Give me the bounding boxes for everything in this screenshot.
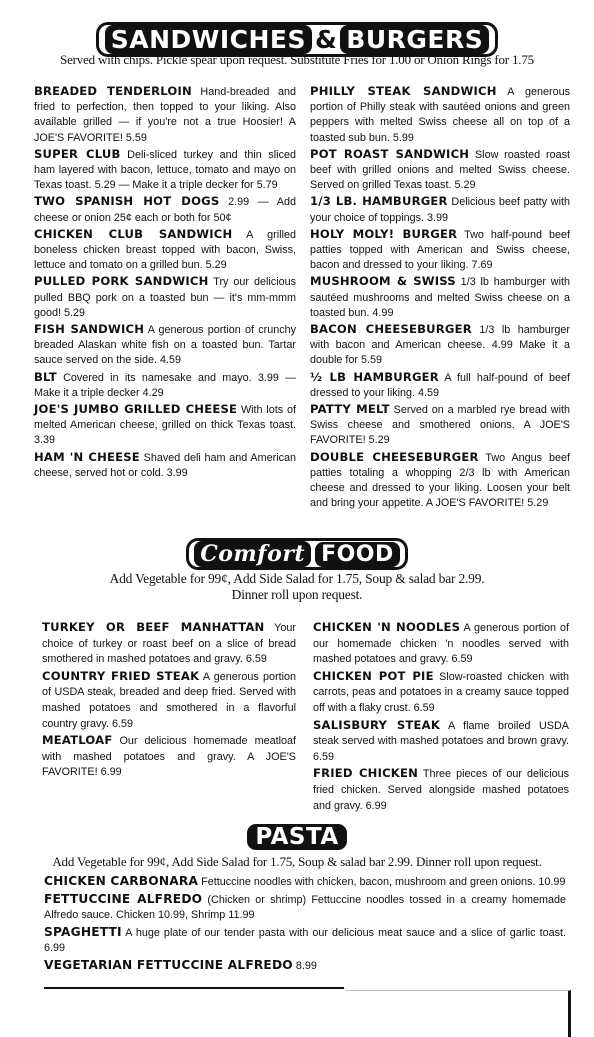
menu-item [313, 766, 569, 814]
menu-item-description: Shaved deli ham and American cheese, served hot or cold. 3.99 [34, 451, 296, 479]
comfort-subtitle-1: Add Vegetable for 99¢, Add Side Salad for 1.75, Soup & salad bar 2.99. [109, 571, 485, 586]
menu-item-name: BACON CHEESEBURGER [310, 322, 472, 337]
menu-item-description: 1/3 lb hamburger with bacon and American cheese. 4.99 Make it a double for 5.59 [310, 324, 570, 367]
menu-item-description: Served on a marbled rye bread with Swiss cheese and smothered onions. A JOE'S FAVORITE! 5.29 [310, 404, 570, 447]
comfort-right-column [313, 620, 569, 815]
menu-item [34, 227, 296, 274]
menu-item [34, 147, 296, 194]
menu-item-name: DOUBLE CHEESEBURGER [310, 449, 479, 464]
menu-item-description: Deli-sliced turkey and thin sliced ham layered with bacon, lettuce, tomato and mayo on Texas toast. 5.29 — Make it a triple decker for 5.79 [34, 148, 296, 192]
menu-item-description: A grilled boneless chicken breast topped with bacon, Swiss, lettuce and tomato on a grilled bun. 5.29 [34, 228, 296, 272]
sandwiches-title-right: BURGERS [340, 25, 489, 54]
menu-item-description: A huge plate of our tender pasta with our delicious meat sauce and a slice of garlic toast. 6.99 [44, 926, 566, 955]
pasta-header [0, 824, 594, 850]
menu-item-description: Covered in its namesake and mayo. 3.99 — Make it a triple decker 4.29 [34, 371, 296, 399]
menu-item [44, 925, 566, 957]
menu-item [34, 402, 296, 449]
menu-item [34, 450, 296, 481]
menu-item-name: CHICKEN CARBONARA [44, 874, 199, 888]
menu-item [42, 669, 296, 732]
sandwiches-left-column [34, 84, 296, 482]
sandwiches-title-left: SANDWICHES [105, 25, 312, 54]
menu-item [42, 733, 296, 781]
menu-item-description: Our delicious homemade meatloaf with mashed potatoes and gravy. A JOE'S FAVORITE! 6.99 [42, 735, 296, 779]
footer-rule [44, 987, 344, 989]
menu-item-description: (Chicken or shrimp) Fettuccine noodles tossed in a creamy homemade Alfredo sauce. Chicken 10.99, Shrimp 11.99 [44, 893, 566, 922]
menu-item-description: A generous portion of crunchy breaded Alaskan white fish on a toasted bun. Tartar sauce served on the side. 4.59 [34, 324, 297, 367]
menu-item-name: SALISBURY STEAK [313, 717, 441, 732]
menu-item-name: BREADED TENDERLOIN [34, 84, 192, 98]
menu-item [34, 322, 296, 369]
menu-item-name: CHICKEN CLUB SANDWICH [34, 226, 233, 241]
menu-item-name: JOE'S JUMBO GRILLED CHEESE [34, 402, 238, 417]
menu-item [44, 958, 566, 975]
menu-item [310, 227, 570, 274]
menu-item-name: SPAGHETTI [44, 924, 122, 939]
menu-item-description: Try our delicious pulled BBQ pork on a toasted bun — it's mm-mmm good! 5.29 [34, 276, 297, 319]
menu-item-description: 1/3 lb hamburger with sautéed mushrooms and melted Swiss cheese on a toasted bun. 4.99 [310, 276, 570, 319]
comfort-title-left: Comfort [194, 541, 311, 567]
menu-item-name: FRIED CHICKEN [313, 766, 419, 781]
menu-item-description: A generous portion of our homemade chicken 'n noodles served with mashed potatoes and gravy. 6.59 [313, 622, 569, 666]
menu-item-description: With lots of melted American cheese, grilled on thick Texas toast. 3.39 [34, 404, 296, 447]
menu-item-name: POT ROAST SANDWICH [310, 146, 470, 161]
menu-item-description: Delicious beef patty with your choice of toppings. 3.99 [310, 196, 570, 224]
menu-item-name: 1/3 LB. HAMBURGER [310, 194, 448, 209]
menu-item-description: 2.99 — Add cheese or onion 25¢ each or both for 50¢ [34, 196, 296, 224]
menu-item [42, 620, 296, 668]
menu-item-description: Slow roasted roast beef with grilled onions and melted Swiss cheese. Served on grilled Texas toast. 5.29 [310, 148, 570, 192]
comfort-header [0, 538, 594, 570]
menu-item-name: CHICKEN 'N NOODLES [313, 620, 461, 634]
menu-item [34, 84, 296, 146]
menu-item-name: PULLED PORK SANDWICH [34, 274, 209, 289]
menu-item-name: COUNTRY FRIED STEAK [42, 668, 200, 683]
menu-item-description: Two Angus beef patties totaling a whopping 2/3 lb with American cheese and dressed to your liking. Loosen your belt and bring your appetite. A JOE'S FAVORITE! 5.29 [310, 451, 570, 510]
menu-item-name: MUSHROOM & SWISS [310, 274, 456, 289]
menu-item [310, 84, 570, 146]
menu-item-description: Slow-roasted chicken with carrots, peas and potatoes in a creamy sauce topped off with a flaky crust. 6.59 [313, 670, 569, 714]
menu-item-name: HAM 'N CHEESE [34, 449, 140, 464]
comfort-title [186, 538, 408, 570]
menu-item [34, 370, 296, 401]
sandwiches-subtitle: Served with chips. Pickle spear upon request. Substitute Fries for 1.00 or Onion Rings for 1.75 [60, 52, 534, 67]
menu-item [310, 402, 570, 449]
menu-item-name: TURKEY OR BEEF MANHATTAN [42, 620, 265, 634]
menu-item-name: ½ LB HAMBURGER [310, 369, 439, 384]
comfort-left-column [42, 620, 296, 782]
menu-item [310, 194, 570, 225]
pasta-title: PASTA [247, 824, 346, 850]
menu-item-name: SUPER CLUB [34, 146, 121, 161]
menu-item [34, 274, 296, 321]
sandwiches-title-amp: & [314, 25, 338, 54]
menu-item [313, 669, 569, 717]
menu-item-name: VEGETARIAN FETTUCCINE ALFREDO [44, 957, 293, 972]
menu-item [310, 274, 570, 321]
menu-item [310, 370, 570, 401]
menu-item-description: A full half-pound of beef dressed to your liking. 4.59 [310, 371, 570, 399]
menu-item-description: A generous portion of Philly steak with sautéed onions and green peppers with melted Swiss cheese all on top of a toasted sub bun. 5.99 [310, 86, 570, 144]
comfort-title-right: FOOD [315, 542, 400, 567]
menu-item-name: FETTUCCINE ALFREDO [44, 891, 203, 906]
menu-item-description: Three pieces of our delicious fried chicken. Served alongside mashed potatoes and gravy. 6.99 [313, 768, 569, 812]
menu-item [313, 620, 569, 668]
sandwiches-right-column [310, 84, 570, 512]
menu-item-name: FISH SANDWICH [34, 322, 145, 337]
menu-item-description: Fettuccine noodles with chicken, bacon, mushroom and green onions. 10.99 [198, 876, 566, 888]
menu-item-name: MEATLOAF [42, 733, 113, 748]
menu-item-description: Hand-breaded and fried to perfection, then topped to your liking. Also available grilled — if you're not a true Hoosier! A JOE'S FAVORITE! 5.59 [34, 86, 296, 144]
menu-item-name: CHICKEN POT PIE [313, 668, 434, 683]
menu-item [310, 450, 570, 512]
menu-item [44, 892, 566, 924]
menu-item-name: PATTY MELT [310, 402, 390, 417]
menu-item [34, 194, 296, 225]
menu-item-description: 8.99 [292, 959, 317, 972]
menu-item [310, 322, 570, 369]
menu-item-name: HOLY MOLY! BURGER [310, 226, 458, 241]
menu-item-description: Two half-pound beef patties topped with American and Swiss cheese, bacon and dressed to your liking. 7.69 [310, 228, 570, 272]
pasta-list [44, 874, 566, 976]
menu-item-name: BLT [34, 369, 57, 384]
menu-item-description: Your choice of turkey or roast beef on a slice of bread smothered in mashed potatoes and gravy. 6.59 [42, 622, 296, 666]
comfort-subtitle-2: Dinner roll upon request. [231, 587, 363, 602]
menu-item-name: TWO SPANISH HOT DOGS [34, 194, 220, 209]
menu-item-name: PHILLY STEAK SANDWICH [310, 84, 497, 98]
menu-item [310, 147, 570, 194]
menu-item-description: A generous portion of USDA steak, breaded and deep fried. Served with mashed potatoes and smothered in a flavorful country gravy. 6.59 [42, 670, 297, 730]
menu-item [313, 718, 569, 766]
menu-item [44, 874, 566, 891]
menu-item-description: A flame broiled USDA steak served with mashed potatoes and brown gravy. 6.59 [313, 719, 569, 763]
corner-frame [346, 990, 571, 1037]
pasta-subtitle: Add Vegetable for 99¢, Add Side Salad for 1.75, Soup & salad bar 2.99. Dinner roll upon request. [52, 854, 542, 869]
